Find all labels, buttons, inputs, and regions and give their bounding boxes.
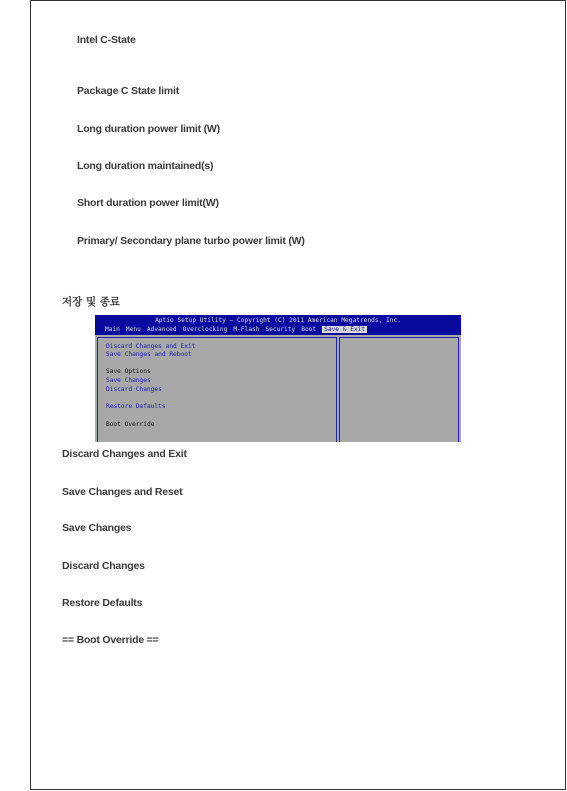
bios-option-save-reboot: Save Changes and Reboot [106,351,192,358]
item-long-duration-power-limit: Long duration power limit (W) [77,123,220,135]
bios-option-discard-exit: Discard Changes and Exit [106,343,196,350]
bios-help-panel [339,337,459,442]
bios-option-discard-changes: Discard Changes [106,386,162,393]
item-boot-override: == Boot Override == [62,634,159,646]
bios-menu-overclocking: Overclocking [182,326,228,333]
item-package-c-state-limit: Package C State limit [77,85,180,97]
item-save-changes: Save Changes [62,522,132,534]
bios-menu-m-flash: M-Flash [233,326,260,333]
bios-menu-boot: Boot [301,326,317,333]
bios-menu-save-exit: Save & Exit [324,326,366,333]
item-restore-defaults: Restore Defaults [62,597,143,609]
item-primary-secondary-turbo-limit: Primary/ Secondary plane turbo power limit (W) [77,235,305,247]
bios-menu-menu: Menu [125,326,141,333]
bios-label-save-options: Save Options [106,368,151,375]
bios-option-save-changes: Save Changes [106,377,151,384]
bios-menu-bar [105,326,367,333]
bios-screenshot [95,315,461,442]
bios-option-restore-defaults: Restore Defaults [106,403,166,410]
bios-menu-main: Main [105,326,120,333]
item-save-changes-reset: Save Changes and Reset [62,486,183,498]
item-long-duration-maintained: Long duration maintained(s) [77,160,214,172]
item-discard-changes-exit: Discard Changes and Exit [62,448,187,460]
bios-options-panel [97,337,337,442]
bios-label-boot-override: Boot Override [106,421,155,428]
bios-menu-security: Security [265,326,296,333]
bios-menu-advanced: Advanced [146,326,177,333]
section-title: 저장 및 종료 [62,296,121,308]
bios-title: Aptio Setup Utility – Copyright (C) 2011 American Megatrends, Inc. [155,317,401,324]
bios-header [95,315,461,335]
item-short-duration-power-limit: Short duration power limit(W) [77,197,219,209]
item-discard-changes: Discard Changes [62,560,145,572]
item-intel-c-state: Intel C-State [77,34,136,46]
